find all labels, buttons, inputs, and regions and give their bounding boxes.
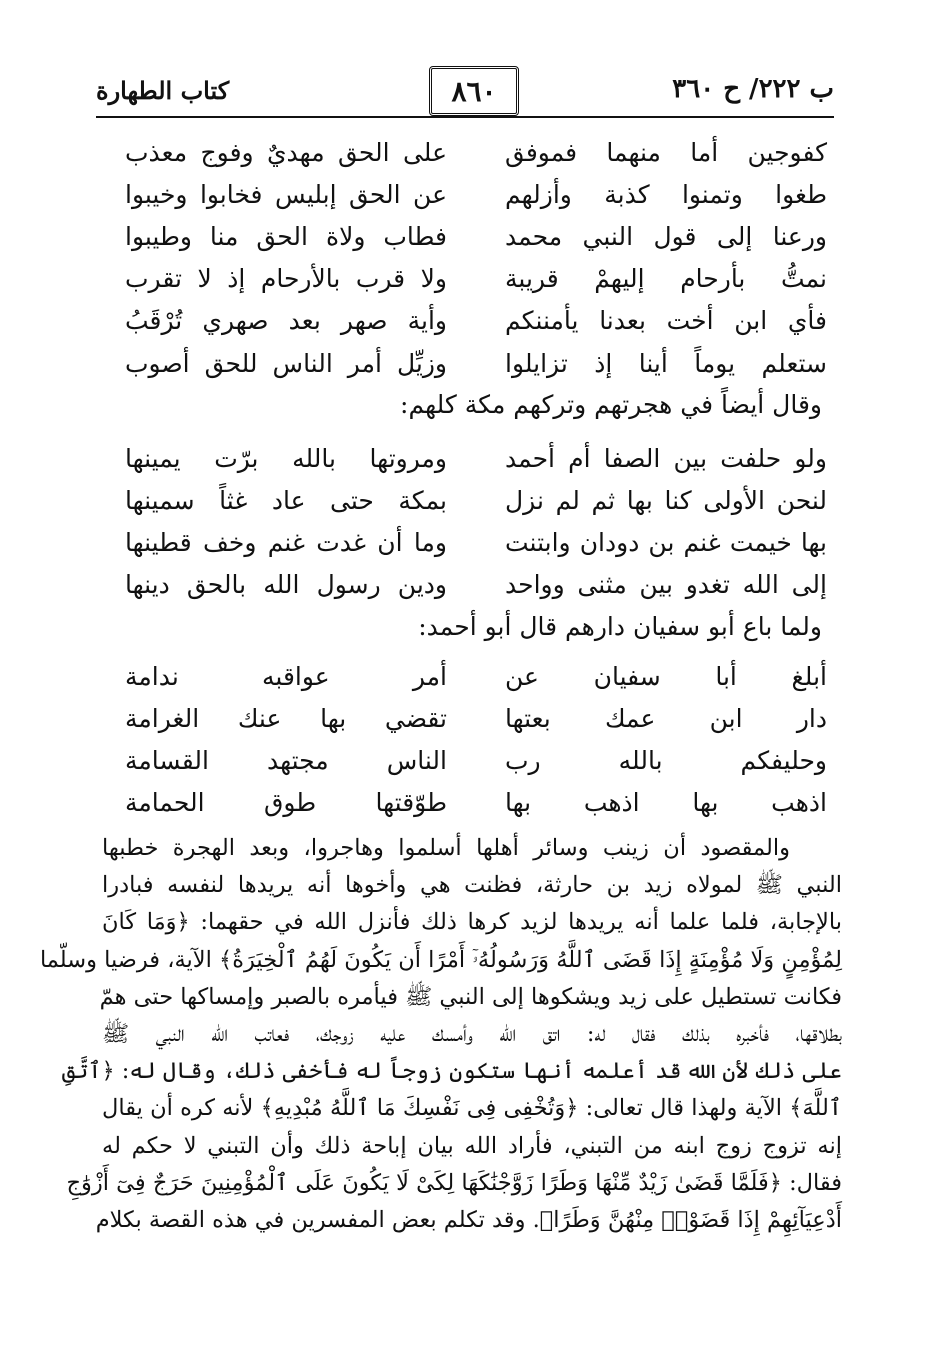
verse [125,739,827,781]
prose-line: فكانت تستطيل على زيد ويشكوها إلى النبي ﷺ فيأمره بالصبر وإمساكها حتى همّ [99,983,842,1010]
verse-first-hemistich: ستعلم يوماً أينا إذ تزايلوا [505,348,827,378]
verse-second-hemistich: وما أن غدت غنم وخف قطينها [125,527,447,557]
verse-second-hemistich: وأية صهر بعد صهري تُرْقَبُ [125,306,447,336]
verse-second-hemistich: على الحق مهديٌ وفوج معذب [125,137,447,167]
verse [125,437,827,479]
prose-line: ٱللَّهَ﴾ الآية ولهذا قال تعالى: ﴿وَتُخْفِى فِى نَفْسِكَ مَا ٱللَّهُ مُبْدِيهِ﴾ لأنه كره أن يقال [102,1095,842,1122]
poem-2 [125,437,827,606]
verse-second-hemistich: الناس مجتهد القسامة [125,745,447,775]
page-number-frame [429,66,519,116]
verse-second-hemistich: فطاب ولاة الحق منا وطيبوا [125,221,447,251]
verse-second-hemistich: ولا قرب بالأرحام إذ لا تقرب [125,264,447,294]
verse-first-hemistich: ولو حلفت بين الصفا أم أحمد [505,443,827,473]
poem-3-intro: ولما باع أبو سفيان دارهم قال أبو أحمد: [418,612,822,641]
verse-first-hemistich: دار ابن عمك بعتها [505,703,827,733]
verse-second-hemistich: ودين رسول الله بالحق دينها [125,570,447,600]
verse [125,697,827,739]
prose-line: أَدْعِيَآئِهِمْ إِذَا قَضَوْا۟ مِنْهُنَّ وَطَرًا﴾. وقد تكلم بعض المفسرين في هذه القصة بكلام [95,1206,842,1233]
verse-second-hemistich: وزيِّل أمر الناس للحق أصوب [125,348,447,378]
verse [125,782,827,824]
verse-first-hemistich: فأي ابن أخت بعدنا يأمننكم [505,306,827,336]
prose-line: فقال: ﴿فَلَمَّا قَضَىٰ زَيْدٌ مِّنْهَا وَطَرًا زَوَّجْنَٰكَهَا لِكَىْ لَا يَكُونَ عَلَى ٱلْمُؤْمِنِينَ حَرَجٌ فِىٓ أَزْوَٰجِ [66,1169,842,1196]
verse [125,342,827,384]
verse-second-hemistich: طوّقتها طوق الحمامة [125,788,447,818]
prose-line: لِمُؤْمِنٍ وَلَا مُؤْمِنَةٍ إِذَا قَضَى ٱللَّهُ وَرَسُولُهُۥٓ أَمْرًا أَن يَكُونَ لَهُمُ ٱلْخِيَرَةُ﴾ الآية، فرضيا وسلّما [39,946,842,973]
verse-first-hemistich: طغوا وتمنوا كذبة وأزلهم [505,179,827,209]
verse-second-hemistich: تقضي بها عنك الغرامة [125,703,447,733]
verse-first-hemistich: اذهب بها اذهب بها [505,788,827,818]
verse-first-hemistich: وحليفكم بالله رب [505,745,827,775]
prose-paragraph [39,830,842,1239]
verse-first-hemistich: كفوجين أما منهما فموفق [505,137,827,167]
header-rule [96,116,834,118]
verse [125,564,827,606]
prose-line: والمقصود أن زينب وسائر أهلها أسلموا وهاجروا، وبعد الهجرة خطبها [102,835,790,861]
book-title: كتاب الطهارة [96,76,230,105]
verse [125,258,827,300]
verse-first-hemistich: ورعنا إلى قول النبي محمد [505,221,827,251]
verse-second-hemistich: ومروتها بالله برّت يمينها [125,443,447,473]
prose-line: على ذلك لأن الله قد أعلمه أنها ستكون زوجاً له فأخفى ذلك، وقال له: ﴿ٱتَّقِ [61,1058,842,1085]
verse [125,655,827,697]
verse [125,521,827,563]
prose-line: إنه تزوج زوج ابنه من التبني، فأراد الله بيان إباحة ذلك وأن التبني لا حكم له [102,1132,842,1159]
verse [125,131,827,173]
poem-2-intro: وقال أيضاً في هجرتهم وتركهم مكة كلهم: [400,390,822,419]
verse-first-hemistich: إلى الله تغدو بين مثنى وواحد [505,570,827,600]
prose-line: النبي ﷺ لمولاه زيد بن حارثة، فظنت هي وأخوها أنه يريدها لنفسه فبادرا [102,872,842,899]
verse-first-hemistich: نمتُّ بأرحام إليهمْ قريبة [505,264,827,294]
verse-first-hemistich: لنحن الأولى كنا بها ثم لم نزل [505,485,827,515]
verse-second-hemistich: عن الحق إبليس فخابوا وخيبوا [125,179,447,209]
verse [125,173,827,215]
verse [125,300,827,342]
verse [125,215,827,257]
hadith-reference: ب ٢٢٢/ ح ٣٦٠ [672,74,834,104]
verse-first-hemistich: أبلغ أبا سفيان عن [505,661,827,691]
page-header [96,66,834,120]
poem-1 [125,131,827,384]
verse-second-hemistich: بمكة حتى عاد غثاً سمينها [125,485,447,515]
poem-3 [125,655,827,824]
verse-second-hemistich: أمر عواقبه ندامة [125,661,447,691]
verse-first-hemistich: بها خيمت غنم بن دودان وابتنت [505,527,827,557]
prose-line: بالإجابة، فلما علما أنه يريدها لزيد كرها ذلك فأنزل الله في حقهما: ﴿وَمَا كَانَ [102,909,842,936]
prose-line: بطلاقها، فأخبره بذلك فقال له: اتق الله وأمسك عليه زوجك، فعاتب الله النبي ﷺ [102,1020,842,1047]
verse [125,479,827,521]
page-number: ٨٦٠ [451,74,497,108]
